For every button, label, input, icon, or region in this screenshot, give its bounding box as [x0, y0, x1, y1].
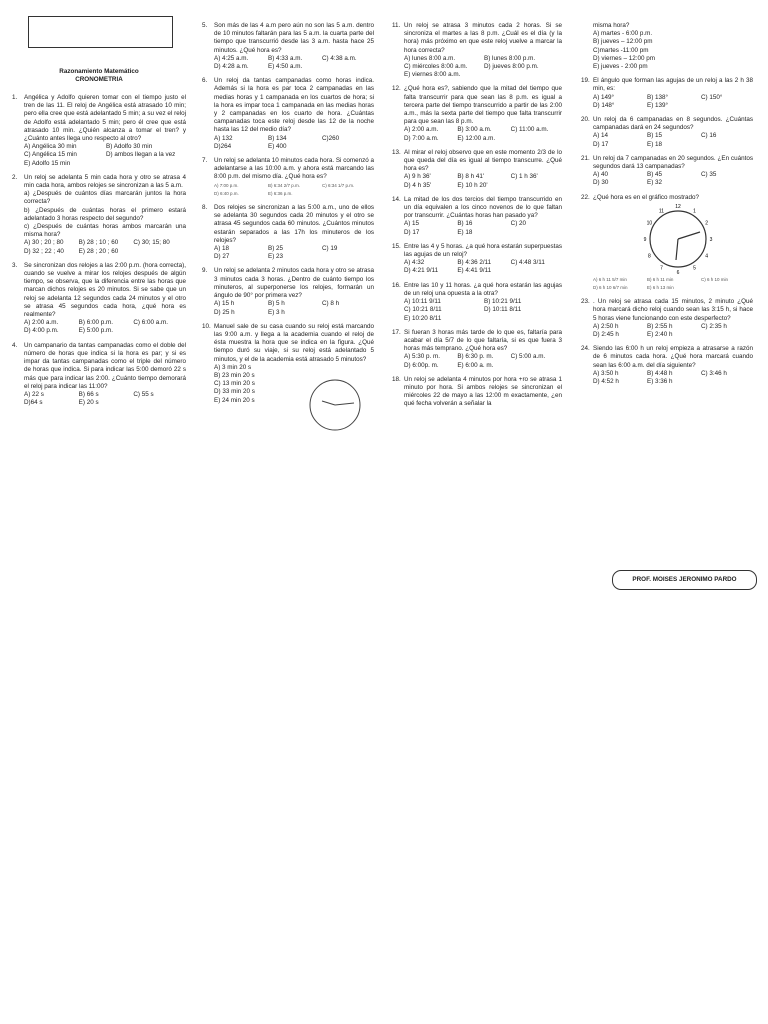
name-box	[28, 16, 173, 48]
answer-option: D) 30	[593, 179, 609, 187]
clock-figure-22	[593, 202, 753, 276]
answer-option: E) 28 ; 20 ; 60	[78, 247, 119, 255]
answer-option: C) 30; 15; 80	[133, 239, 170, 247]
answer-options	[214, 300, 374, 316]
question-number: 8.	[202, 204, 208, 212]
question-text: Dos relojes se sincronizan a las 5:00 a.m., uno de ellos se adelanta 30 segundos cada 20 minutos y el otro se atrasa 45 segundos cada 60 minutos. ¿Cuántos minutos estarán separados a las 17h los minuteros de los relojes?	[214, 204, 374, 244]
clock-number: 5	[693, 265, 696, 272]
question-text: La mitad de los dos tercios del tiempo transcurrido en un día equivalen a los cinco novenos de lo que faltan por transcurrir. ¿Cuántas horas han pasado ya?	[404, 195, 562, 220]
answer-option: D) 148°	[593, 101, 615, 109]
answer-option: A) 15 h	[214, 300, 235, 308]
answer-option: B) 5 h	[268, 300, 285, 308]
answer-option: D) 4:28 a.m.	[214, 63, 249, 71]
question-text: Un reloj da 6 campanadas en 8 segundos. ¿Cuántas campanadas dará en 24 segundos?	[593, 116, 753, 132]
answer-options	[404, 259, 562, 275]
answer-option: E) 6:36 p.m.	[268, 190, 293, 196]
answer-option: E) 6:00 a. m.	[457, 361, 494, 369]
answer-option: B) 2:55 h	[647, 322, 673, 330]
question-number: 23.	[581, 298, 590, 306]
answer-option: D) 6 h 10 6/7 min	[593, 285, 628, 291]
question	[202, 77, 374, 151]
answer-option: D) 27	[214, 253, 230, 261]
answer-option: D)64 s	[24, 399, 43, 407]
answer-options	[24, 319, 186, 335]
answer-option: A) lunes 8:00 a.m.	[404, 54, 456, 62]
question-number: 14.	[392, 195, 401, 203]
answer-option: B) jueves – 12:00 pm	[593, 38, 653, 46]
question-text: El ángulo que forman las agujas de un reloj a las 2 h 38 min, es:	[593, 77, 753, 93]
question	[581, 298, 753, 339]
question	[581, 194, 753, 293]
question-text: Al mirar el reloj observo que en este momento 2/3 de lo que queda del día es igual al tiempo transcurre. ¿Qué hora es?	[404, 148, 562, 173]
answer-option: E) 3:36 h	[647, 378, 673, 386]
answer-option: C) 35	[701, 171, 717, 179]
answer-option: A) 2:00 a.m.	[404, 126, 439, 134]
answer-option: C) 16	[701, 132, 717, 140]
answer-option: E) 18	[457, 228, 473, 236]
question	[392, 329, 562, 370]
question-number: 15.	[392, 242, 401, 250]
clock-number: 7	[660, 265, 663, 272]
answer-option: A) 30 ; 20 ; 80	[24, 239, 64, 247]
answer-option: E) Adolfo 15 min	[24, 159, 71, 167]
answer-option: C) 4:38 a.m.	[322, 54, 357, 62]
answer-option: A) 22 s	[24, 390, 44, 398]
answer-option: C) 11:00 a.m.	[510, 126, 549, 134]
answer-option: C) 6:34 1/7 p.m.	[322, 182, 355, 188]
question-number: 21.	[581, 154, 590, 162]
question	[392, 282, 562, 323]
answer-option: A) 9 h 36'	[404, 173, 431, 181]
answer-option: C) 8 h	[322, 300, 340, 308]
answer-option: B) lunes 8:00 p.m.	[484, 54, 536, 62]
answer-option: D) viernes – 12:00 pm	[593, 54, 655, 62]
question-text: Se sincronizan dos relojes a las 2:00 p.m. (hora correcta), cuando se vuelve a mirar los relojes después de algún tiempo, se observa, que la diferencia entre las horas que marcan dichos relojes es 20 minutos. Si se sabe que un reloj se adelanta 12 segundos cada 24 minutos y el otro se atrasa 45 segundos cada hora, ¿qué hora es realmente?	[24, 261, 186, 319]
clock-hand	[335, 403, 354, 405]
answer-option: A) martes - 6:00 p.m.	[593, 30, 653, 38]
question	[581, 22, 753, 71]
answer-option: A) Angélica 30 min	[24, 143, 77, 151]
question	[392, 196, 562, 237]
answer-option: A) 10:11 9/11	[404, 298, 441, 306]
answer-option: B) 10:21 9/11	[484, 298, 522, 306]
answer-option: B) 6:34 2/7 p.m.	[268, 182, 301, 188]
question-text: Un reloj se adelanta 2 minutos cada hora y otro se atrasa 3 minutos cada 3 horas. ¿Dentro de cuánto tiempo los minuteros, al superponerse los relojes, formarán un ángulo de 90° por primera vez?	[214, 267, 374, 300]
question-number: 5.	[202, 22, 208, 29]
answer-option: E) 18	[647, 140, 663, 148]
question-number: 3.	[12, 261, 18, 269]
answer-option: D) 17	[593, 140, 609, 148]
signature-badge: PROF. MOISES JERONIMO PARDO	[612, 570, 757, 590]
answer-option: D) ambos llegan a la vez	[106, 151, 176, 159]
question-text: Angélica y Adolfo quieren tomar con el tiempo justo el tren de las 11. El reloj de Angélica está atrasado 10 min; pero ella cree que está adelantado 5 min; a su vez el reloj de Adolfo está adelantado 5 min; pero él cree que está atrasado 10 min. ¿Quién alcanza a tomar el tren? y ¿Cuánto antes llega uno respecto al otro?	[24, 94, 186, 143]
answer-options	[593, 132, 753, 148]
question-number: 2.	[12, 173, 18, 181]
answer-option: A) 4:32	[404, 259, 425, 267]
answer-option: E) 12:00 a.m.	[457, 134, 496, 142]
question-number: 20.	[581, 116, 590, 124]
answer-option: A) 40	[593, 171, 609, 179]
question-text: . Un reloj se atrasa cada 15 minutos, 2 minuto ¿Qué hora marcará dicho reloj cuando sean las 3:15 h, si hace 5 horas viene funcionando con este desperfecto?	[593, 298, 753, 322]
answer-options	[24, 143, 186, 168]
column-3	[392, 22, 562, 415]
question-text: Entre las 4 y 5 horas. ¿a qué hora estarán superpuestas las agujas de un reloj?	[404, 242, 562, 259]
answer-options	[593, 276, 753, 292]
answer-option: B) 6:30 p. m.	[457, 353, 494, 361]
answer-option: B) 45	[647, 171, 663, 179]
answer-options	[404, 353, 562, 369]
answer-option: A) 3:50 h	[593, 369, 619, 377]
answer-option: E) 139°	[647, 101, 669, 109]
question	[202, 22, 374, 71]
answer-options	[24, 239, 186, 255]
answer-options	[404, 55, 562, 80]
question-text: Un reloj se adelanta 4 minutos por hora +ro se atrasa 1 minuto por hora. Si ambos relojes se sincronizan el miércoles 22 de mayo a las 12:00 m exactamente, ¿en qué fecha volverán a señalar la	[404, 375, 562, 408]
clock-number: 12	[675, 203, 681, 210]
question-number: 13.	[392, 148, 401, 156]
question-text: Un reloj se adelanta 10 minutos cada hora. Si comenzó a adelantarse a las 10:00 a.m. y ahora está marcando las 8:00 p.m. del mismo día. ¿Qué hora es?	[214, 157, 374, 181]
answer-option: A) 15	[404, 220, 420, 228]
sub-question: c) ¿Después de cuántas horas ambos marcarán una misma hora?	[24, 223, 186, 239]
answer-option: D) 17	[404, 228, 420, 236]
answer-option: A) 2:50 h	[593, 322, 619, 330]
question-text: Un reloj se atrasa 3 minutos cada 2 horas. Si se sincroniza el martes a las 8 p.m. ¿Cuál es el día (y la hora) más próximo en que este reloj vuelve a marcar la hora correcta?	[404, 22, 562, 54]
answer-option: A) 3 min 20 s	[214, 363, 252, 371]
question	[202, 323, 374, 405]
answer-option: B) 8 h 41'	[457, 173, 485, 181]
answer-option: D) 7:00 a.m.	[404, 134, 439, 142]
sub-question: b) ¿Después de cuántas horas el primero estará adelantado 3 horas respecto del segundo?	[24, 206, 186, 222]
question	[12, 174, 186, 256]
answer-option: C) 19	[322, 245, 338, 253]
question	[202, 267, 374, 316]
answer-option: B) 28 ; 10 ; 60	[78, 239, 119, 247]
answer-option: B) 4:36 2/11	[457, 259, 492, 267]
answer-option: E) 3 h	[268, 308, 285, 316]
answer-option: C) miércoles 8:00 a.m.	[404, 63, 468, 71]
question-number: 1.	[12, 94, 18, 101]
answer-option: E) 32	[647, 179, 663, 187]
clock-number: 4	[705, 253, 708, 260]
hour-hand	[676, 239, 678, 260]
answer-option: D) 4 h 35'	[404, 181, 432, 189]
question-text: Un reloj da 7 campanadas en 20 segundos. ¿En cuántos segundos dará 13 campanadas?	[593, 154, 753, 171]
answer-option: B) 16	[457, 220, 473, 228]
answer-option: C) 2:35 h	[701, 322, 727, 330]
clock-number: 1	[693, 208, 696, 215]
answer-option: D) 4:52 h	[593, 378, 619, 386]
answer-option: D) 4:21 9/11	[404, 267, 439, 275]
answer-option: C) 20	[510, 220, 527, 228]
answer-options	[214, 245, 374, 261]
answer-option: D) 4:00 p.m.	[24, 327, 59, 335]
answer-option: B) 23 min 20 s	[214, 371, 255, 379]
answer-option: A) 2:00 a.m.	[24, 319, 59, 327]
clock-hand	[322, 401, 335, 405]
answer-options	[24, 391, 186, 407]
question-number: 24.	[581, 345, 590, 353]
question	[581, 155, 753, 188]
answer-option: D)264	[214, 142, 232, 150]
answer-options	[404, 126, 562, 142]
question-text: Un reloj se adelanta 5 min cada hora y otro se atrasa 4 min cada hora, ambos relojes se sincronizan a las 5 a.m.	[24, 173, 186, 190]
answer-option: D) 6:00p. m.	[404, 361, 439, 369]
answer-option: D) 2:45 h	[593, 331, 619, 339]
answer-option: E) 6 h 13 min	[647, 285, 674, 291]
question	[202, 157, 374, 198]
question	[392, 22, 562, 79]
question	[202, 204, 374, 261]
answer-option: D) 10:11 8/11	[484, 306, 522, 314]
clock-number: 9	[643, 236, 647, 243]
answer-option: B) 134	[268, 134, 287, 142]
answer-options	[404, 173, 562, 189]
answer-option: B) 3:00 a.m.	[457, 126, 492, 134]
answer-option: D) jueves 8:00 p.m.	[484, 63, 539, 71]
answer-options	[404, 220, 562, 236]
answer-option: A) 6 h 11 5/7 min	[593, 276, 627, 282]
answer-option: C)260	[322, 134, 340, 142]
question-number: 4.	[12, 341, 18, 349]
answer-option: A) 5:30 p. m.	[404, 353, 441, 361]
answer-option: C) 6:00 a.m.	[133, 319, 168, 327]
answer-option: B) 6 h 11 min	[647, 276, 674, 282]
answer-option: A) 4:25 a.m.	[214, 54, 249, 62]
answer-options	[404, 298, 562, 323]
answer-option: E) 5:00 p.m.	[78, 327, 113, 335]
question-number: 12.	[392, 85, 401, 93]
question-text: Si fueran 3 horas más tarde de lo que es, faltaría para acabar el día 5/7 de lo que faltaría, si es que fuera 3 horas más temprano. ¿Qué hora es?	[404, 328, 562, 353]
answer-option: E) 400	[268, 142, 287, 150]
answer-option: B) 25	[268, 245, 284, 253]
question	[12, 94, 186, 168]
answer-option: B) 15	[647, 132, 663, 140]
answer-option: C) 55 s	[133, 390, 154, 398]
answer-option: C) Angélica 15 min	[24, 151, 77, 159]
question-text: Son más de las 4 a.m pero aún no son las 5 a.m. dentro de 10 minutos faltarán para las 5 a.m. la cuarta parte del tiempo que transcurrió desde las 3 a.m. hasta hace 25 minutos. ¿Qué hora es?	[214, 22, 374, 54]
answer-option: B) 6:00 p.m.	[78, 319, 113, 327]
answer-option: B) 4:48 h	[647, 369, 673, 377]
question-number	[581, 22, 593, 71]
answer-options	[593, 370, 753, 386]
answer-option: B) Adolfo 30 min	[106, 143, 153, 151]
answer-option: A) 7:00 p.m.	[214, 182, 239, 188]
answer-options	[214, 135, 374, 151]
answer-option: C) 6 h 10 min	[701, 276, 729, 282]
question	[12, 342, 186, 408]
question-number: 16.	[392, 281, 401, 289]
answer-option: E) 10 h 20'	[457, 181, 488, 189]
clock-number: 6	[676, 269, 680, 276]
answer-option: C) 150°	[701, 93, 723, 101]
answer-option: E) 2:40 h	[647, 331, 673, 339]
question-text: Manuel sale de su casa cuando su reloj está marcando las 9:00 a.m. y llega a la academia cuando el reloj de ésta muestra la hora que se indica en la figura. ¿Qué tiempo duró su viaje, si su reloj está adelantado 5 minutos, y el de la academia está atrasado 5 minutos?	[214, 322, 374, 363]
page-title	[12, 68, 186, 84]
question	[392, 243, 562, 276]
answer-option: E) 4:50 a.m.	[268, 63, 303, 71]
answer-option: E) viernes 8:00 a.m.	[404, 71, 461, 79]
title: Razonamiento Matemático	[59, 68, 139, 75]
question-text: Un campanario da tantas campanadas como el doble del número de horas que indica si la hora es par; y si es impar da tantas campanadas como el triple del número de horas que indica. Si para indicar las 5:00 demoró 22 s más que para indicar las 2:00. ¿Cuánto tiempo demorará el reloj para indicar las 11:00?	[24, 341, 186, 390]
question	[581, 345, 753, 386]
question	[581, 116, 753, 149]
answer-options	[593, 30, 753, 71]
answer-option: B) 4:33 a.m.	[268, 54, 303, 62]
question	[392, 149, 562, 190]
question-number: 18.	[392, 375, 401, 383]
answer-option: C) 5:00 a.m.	[510, 353, 546, 361]
answer-option: D) 6:40 p.m.	[214, 190, 239, 196]
answer-option: A) 14	[593, 132, 609, 140]
question-text: misma hora?	[593, 22, 630, 29]
question-number: 10.	[202, 322, 211, 330]
answer-options	[593, 94, 753, 110]
question-text: Siendo las 6:00 h un reloj empieza a atrasarse a razón de 6 minutos cada hora. ¿Qué hora marcará cuando sean las 6:00 a.m. del día siguiente?	[593, 345, 753, 369]
question-text: Un reloj da tantas campanadas como horas indica. Además si la hora es par toca 2 campanadas en las medias horas y 1 campanada en los cuartos de hora; si la hora es impar toca 1 campanada en las medias horas y 2 campanadas en los cuarto de hora. ¿Cuántas campanadas toca este reloj desde las 12 de la noche hasta las 12 del medio día?	[214, 77, 374, 134]
answer-option: C) 13 min 20 s	[214, 380, 255, 388]
answer-option: E) 4:41 9/11	[457, 267, 492, 275]
answer-option: A) 132	[214, 134, 233, 142]
answer-option: C) 10:21 8/11	[404, 306, 442, 314]
question-text: Entre las 10 y 11 horas. ¿a qué hora estarán las agujas de un reloj una opuesta a la otra?	[404, 281, 562, 297]
answer-option: E) jueves - 2:00 pm	[593, 63, 648, 71]
column-2	[202, 22, 374, 411]
answer-option: E) 24 min 20 s	[214, 396, 255, 404]
answer-option: B) 66 s	[78, 390, 99, 398]
question-number: 11.	[392, 22, 401, 29]
clock-number: 10	[646, 220, 653, 227]
clock-number: 3	[709, 236, 713, 243]
question	[392, 376, 562, 409]
answer-option: D) 33 min 20 s	[214, 388, 255, 396]
question-text: ¿Qué hora es en el gráfico mostrado?	[593, 193, 700, 201]
answer-option: C)martes -11:00 pm	[593, 46, 649, 54]
sub-question: a) ¿Después de cuántos días marcarán juntos la hora correcta?	[24, 190, 186, 206]
answer-option: A) 18	[214, 245, 230, 253]
answer-option: C) 1 h 36'	[510, 173, 538, 181]
answer-option: C) 4:48 3/11	[510, 259, 545, 267]
answer-option: E) 20 s	[78, 399, 99, 407]
question-number: 19.	[581, 77, 590, 85]
question-text: ¿Qué hora es?, sabiendo que la mitad del tiempo que falta transcurrir para que sean las 8 p.m. es igual a tercera parte del tiempo transcurrido a partir de las 2:00 a.m., más la sexta parte del tiempo que falta transcurrir para que sean las 8 p.m.	[404, 85, 562, 126]
question-number: 6.	[202, 77, 208, 85]
question-number: 9.	[202, 267, 208, 275]
column-4	[581, 22, 753, 392]
answer-option: A) 149°	[593, 93, 615, 101]
answer-option: B) 138°	[647, 93, 669, 101]
question	[581, 77, 753, 110]
question-number: 17.	[392, 328, 401, 336]
column-1	[12, 94, 186, 413]
answer-option: C) 3:46 h	[701, 369, 727, 377]
answer-option: D) 25 h	[214, 308, 235, 316]
clock-figure-10	[300, 376, 370, 434]
question	[12, 262, 186, 336]
clock-number: 8	[648, 253, 651, 260]
answer-options	[214, 55, 374, 71]
answer-options	[214, 182, 374, 198]
question-number: 22.	[581, 193, 590, 201]
answer-options	[593, 323, 753, 339]
answer-option: D) 32 ; 22 ; 40	[24, 247, 64, 255]
subtitle: CRONOMETRIA	[75, 76, 123, 83]
answer-option: E) 10:20 8/11	[404, 314, 442, 322]
question	[392, 85, 562, 142]
answer-option: E) 23	[268, 253, 284, 261]
clock-number: 11	[658, 208, 665, 215]
answer-options	[593, 171, 753, 187]
clock-number: 2	[705, 220, 708, 227]
minute-hand	[678, 232, 700, 239]
question-number: 7.	[202, 157, 208, 165]
